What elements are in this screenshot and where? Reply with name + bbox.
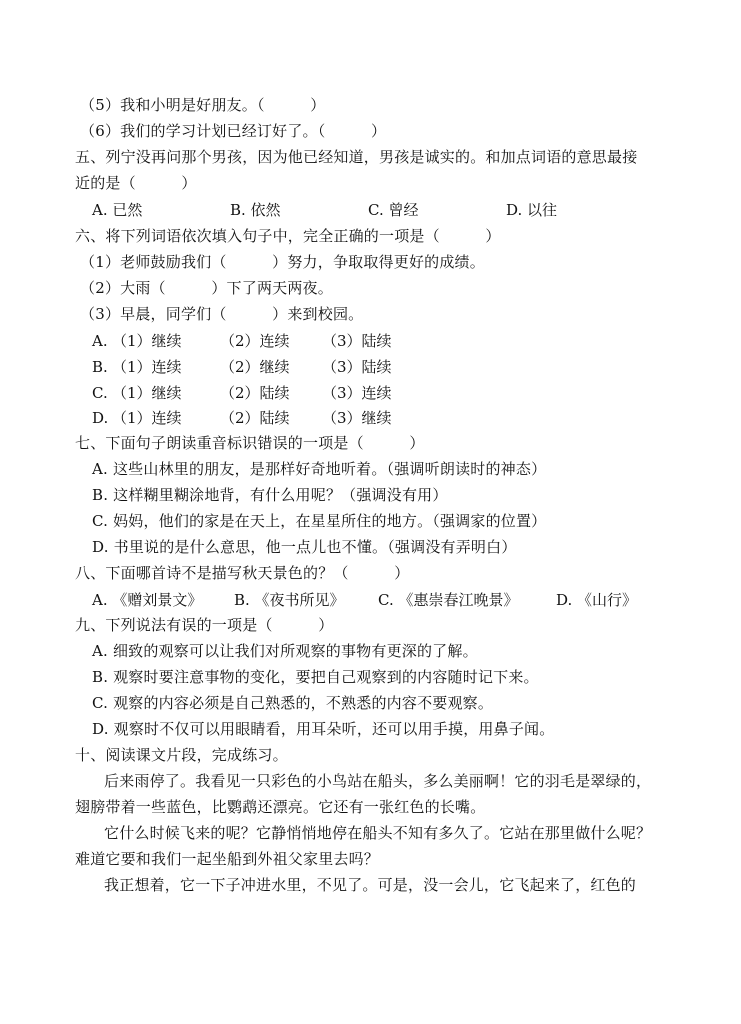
q8-option-d: D. 《山行》 xyxy=(556,591,638,609)
q10-stem: 十、阅读课文片段，完成练习。 xyxy=(75,746,288,764)
q6-option-c-3: （3）连续 xyxy=(322,384,392,402)
q9-option-b: B. 观察时要注意事物的变化，要把自己观察到的内容随时记下来。 xyxy=(92,668,539,686)
q10-passage-line5: 我正想着，它一下子冲进水里，不见了。可是，没一会儿，它飞起来了，红色的 xyxy=(104,876,637,894)
q6-option-b-3: （3）陆续 xyxy=(322,358,392,376)
q6-stem: 六、将下列词语依次填入句子中，完全正确的一项是（ ） xyxy=(75,227,501,245)
q6-option-c-1: （1）继续 xyxy=(112,384,182,402)
q6-option-c-letter: C. xyxy=(92,384,108,402)
q6-option-d-letter: D. xyxy=(92,409,109,427)
q6-option-d-3: （3）继续 xyxy=(322,409,392,427)
q6-option-a-letter: A. xyxy=(92,332,108,350)
q5-option-c: C. 曾经 xyxy=(368,201,419,219)
q7-option-b: B. 这样糊里糊涂地背，有什么用呢？（强调没有用） xyxy=(92,486,448,504)
q6-option-c-2: （2）陆续 xyxy=(220,384,290,402)
q10-passage-line3: 它什么时候飞来的呢？它静悄悄地停在船头不知有多久了。它站在那里做什么呢？ xyxy=(104,824,652,842)
q5-stem-line2: 近的是（ ） xyxy=(75,174,197,192)
q6-option-d-2: （2）陆续 xyxy=(220,409,290,427)
q7-stem: 七、下面句子朗读重音标识错误的一项是（ ） xyxy=(75,434,425,452)
q9-stem: 九、下列说法有误的一项是（ ） xyxy=(75,616,334,634)
q10-passage-line1: 后来雨停了。我看见一只彩色的小鸟站在船头，多么美丽啊！它的羽毛是翠绿的， xyxy=(104,772,652,790)
q4-item-6: （6）我们的学习计划已经订好了。（ ） xyxy=(80,122,387,140)
q5-option-d: D. 以往 xyxy=(506,201,558,219)
q7-option-c: C. 妈妈，他们的家是在天上，在星星所住的地方。（强调家的位置） xyxy=(92,512,547,530)
q10-passage-line4: 难道它要和我们一起坐船到外祖父家里去吗？ xyxy=(75,850,380,868)
q5-option-b: B. 依然 xyxy=(230,201,281,219)
q9-option-c: C. 观察的内容必须是自己熟悉的，不熟悉的内容不要观察。 xyxy=(92,694,494,712)
q6-option-b-1: （1）连续 xyxy=(112,358,182,376)
q6-sentence-2: （2）大雨（ ）下了两天两夜。 xyxy=(80,279,333,297)
q10-passage-line2: 翅膀带着一些蓝色，比鹦鹉还漂亮。它还有一张红色的长嘴。 xyxy=(75,798,486,816)
q9-option-d: D. 观察时不仅可以用眼睛看，用耳朵听，还可以用手摸，用鼻子闻。 xyxy=(92,720,555,738)
q9-option-a: A. 细致的观察可以让我们对所观察的事物有更深的了解。 xyxy=(92,642,478,660)
q6-option-b-2: （2）继续 xyxy=(220,358,290,376)
q7-option-d: D. 书里说的是什么意思，他一点儿也不懂。（强调没有弄明白） xyxy=(92,538,517,556)
q5-stem-line1: 五、列宁没再问那个男孩，因为他已经知道，男孩是诚实的。和加点词语的意思最接 xyxy=(75,148,638,166)
q8-stem: 八、下面哪首诗不是描写秋天景色的？（ ） xyxy=(75,564,410,582)
q6-sentence-3: （3）早晨，同学们（ ）来到校园。 xyxy=(80,305,364,323)
q6-option-a-3: （3）陆续 xyxy=(322,332,392,350)
q8-option-a: A. 《赠刘景文》 xyxy=(92,591,203,609)
q5-option-a: A. 已然 xyxy=(92,201,143,219)
q8-option-c: C. 《惠崇春江晚景》 xyxy=(378,591,519,609)
q6-option-a-1: （1）继续 xyxy=(112,332,182,350)
q8-option-b: B. 《夜书所见》 xyxy=(234,591,345,609)
q6-option-a-2: （2）连续 xyxy=(220,332,290,350)
q6-option-d-1: （1）连续 xyxy=(112,409,182,427)
q6-option-b-letter: B. xyxy=(92,358,108,376)
q6-sentence-1: （1）老师鼓励我们（ ）努力，争取取得更好的成绩。 xyxy=(80,253,485,271)
q7-option-a: A. 这些山林里的朋友，是那样好奇地听着。（强调听朗读时的神态） xyxy=(92,460,547,478)
q4-item-5: （5）我和小明是好朋友。（ ） xyxy=(80,96,326,114)
